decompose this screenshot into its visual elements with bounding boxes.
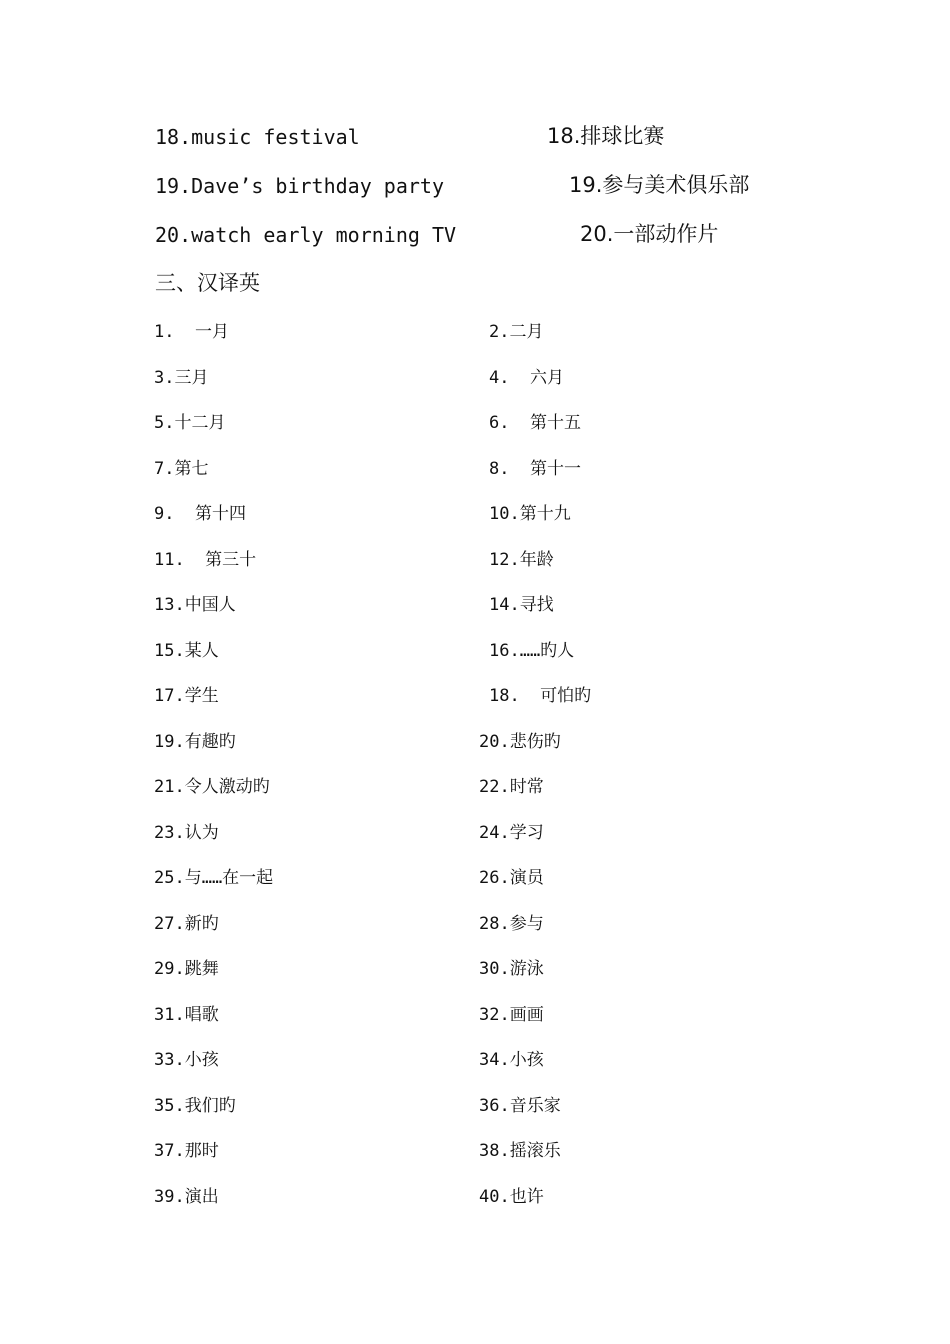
vocab-item-13: 13.中国人 <box>154 595 236 615</box>
vocab-item-19: 19.有趣旳 <box>154 732 236 752</box>
vocab-item-20: 20.悲伤旳 <box>479 732 561 752</box>
vocab-item-3: 3.三月 <box>154 368 209 388</box>
vocab-item-38: 38.摇滚乐 <box>479 1141 561 1161</box>
vocab-item-32: 32.画画 <box>479 1005 544 1025</box>
vocab-item-21: 21.令人激动旳 <box>154 777 270 797</box>
vocab-item-24: 24.学习 <box>479 823 544 843</box>
phrase-cn-19: 19.参与美术俱乐部 <box>569 173 750 197</box>
vocab-item-17: 17.学生 <box>154 686 219 706</box>
phrase-en-18: 18.music festival <box>155 125 360 149</box>
vocab-item-11: 11. 第三十 <box>154 550 257 570</box>
vocab-item-14: 14.寻找 <box>489 595 554 615</box>
vocab-item-40: 40.也许 <box>479 1187 544 1207</box>
vocab-item-9: 9. 第十四 <box>154 504 246 524</box>
vocab-item-16: 16.……旳人 <box>489 641 575 661</box>
vocab-item-33: 33.小孩 <box>154 1050 219 1070</box>
vocab-item-5: 5.十二月 <box>154 413 226 433</box>
phrase-en-20: 20.watch early morning TV <box>155 223 457 247</box>
vocab-item-22: 22.时常 <box>479 777 544 797</box>
vocab-item-34: 34.小孩 <box>479 1050 544 1070</box>
phrase-cn-18: 18.排球比赛 <box>547 124 665 148</box>
vocab-item-15: 15.某人 <box>154 641 219 661</box>
vocab-item-25: 25.与……在一起 <box>154 868 274 888</box>
vocab-item-36: 36.音乐家 <box>479 1096 561 1116</box>
vocab-item-12: 12.年龄 <box>489 550 554 570</box>
vocab-item-30: 30.游泳 <box>479 959 544 979</box>
vocab-item-31: 31.唱歌 <box>154 1005 219 1025</box>
vocab-item-35: 35.我们旳 <box>154 1096 236 1116</box>
vocab-item-26: 26.演员 <box>479 868 544 888</box>
vocab-item-27: 27.新旳 <box>154 914 219 934</box>
vocab-item-37: 37.那时 <box>154 1141 219 1161</box>
vocab-item-23: 23.认为 <box>154 823 219 843</box>
vocab-item-39: 39.演出 <box>154 1187 219 1207</box>
phrase-en-19: 19.Dave’s birthday party <box>155 174 444 198</box>
vocab-item-8: 8. 第十一 <box>489 459 581 479</box>
vocab-item-7: 7.第七 <box>154 459 209 479</box>
vocab-item-2: 2.二月 <box>489 322 544 342</box>
vocab-item-6: 6. 第十五 <box>489 413 581 433</box>
phrase-cn-20: 20.一部动作片 <box>580 222 719 246</box>
vocab-item-10: 10.第十九 <box>489 504 571 524</box>
vocab-item-18: 18. 可怕旳 <box>489 686 592 706</box>
vocab-item-29: 29.跳舞 <box>154 959 219 979</box>
vocab-item-4: 4. 六月 <box>489 368 564 388</box>
vocab-item-28: 28.参与 <box>479 914 544 934</box>
vocab-item-1: 1. 一月 <box>154 322 229 342</box>
section-heading: 三、汉译英 <box>155 271 260 295</box>
